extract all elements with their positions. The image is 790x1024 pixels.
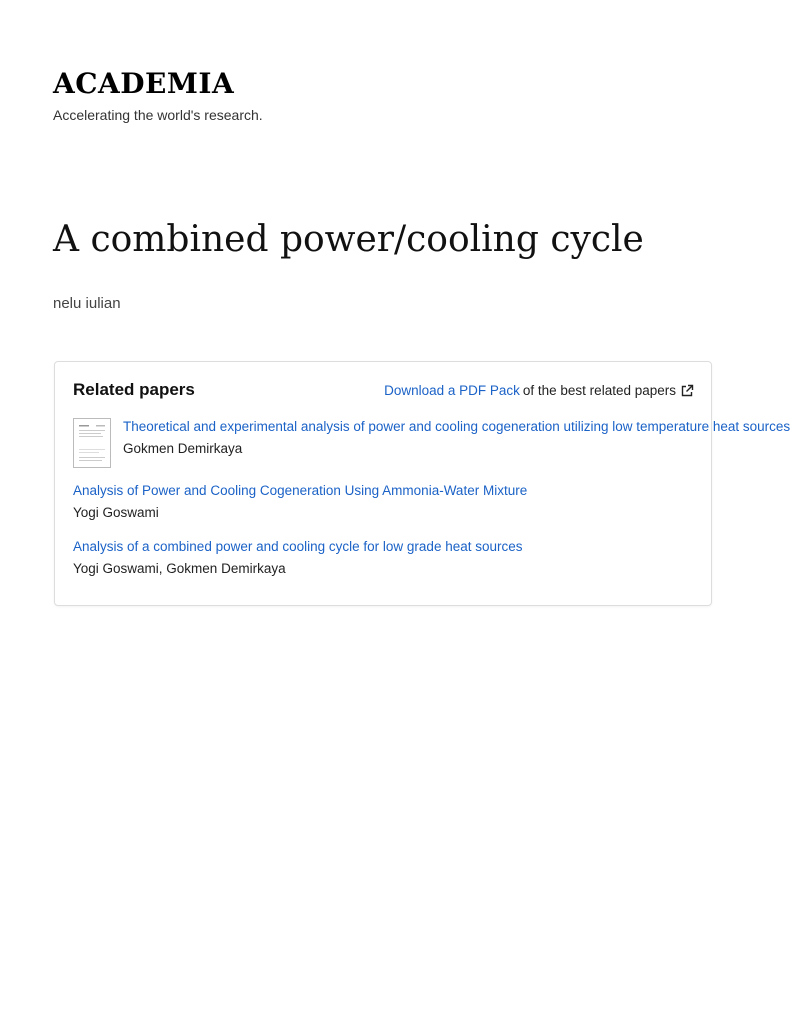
- paper-thumbnail[interactable]: [73, 418, 111, 468]
- document-author: nelu iulian: [53, 295, 121, 312]
- paper-title-link[interactable]: Analysis of Power and Cooling Cogeneration Using Ammonia-Water Mixture: [73, 483, 528, 498]
- paper-authors: Yogi Goswami, Gokmen Demirkaya: [73, 561, 286, 576]
- paper-authors: Gokmen Demirkaya: [123, 441, 243, 456]
- paper-info: [123, 418, 790, 468]
- download-pdf-pack-link[interactable]: Download a PDF Pack: [384, 383, 520, 398]
- paper-title-link[interactable]: Theoretical and experimental analysis of power and cooling cogeneration utilizing low temperature heat sources: [123, 419, 790, 434]
- related-papers-header: [73, 380, 694, 406]
- brand-tagline: Accelerating the world's research.: [53, 107, 263, 123]
- pdf-pack-promo: [384, 383, 694, 398]
- related-papers-card: [54, 361, 790, 606]
- pdf-pack-suffix: of the best related papers: [522, 383, 676, 398]
- related-paper-item: [73, 538, 694, 578]
- related-paper-item: [73, 482, 694, 522]
- paper-authors: Yogi Goswami: [73, 505, 159, 520]
- related-papers-heading: Related papers: [73, 380, 195, 399]
- document-title: A combined power/cooling cycle: [53, 219, 644, 260]
- related-paper-item: [73, 418, 790, 468]
- external-link-icon[interactable]: [680, 384, 694, 398]
- brand-header: [53, 66, 263, 124]
- academia-logo[interactable]: ACADEMIA: [53, 67, 235, 100]
- paper-title-link[interactable]: Analysis of a combined power and cooling cycle for low grade heat sources: [73, 539, 523, 554]
